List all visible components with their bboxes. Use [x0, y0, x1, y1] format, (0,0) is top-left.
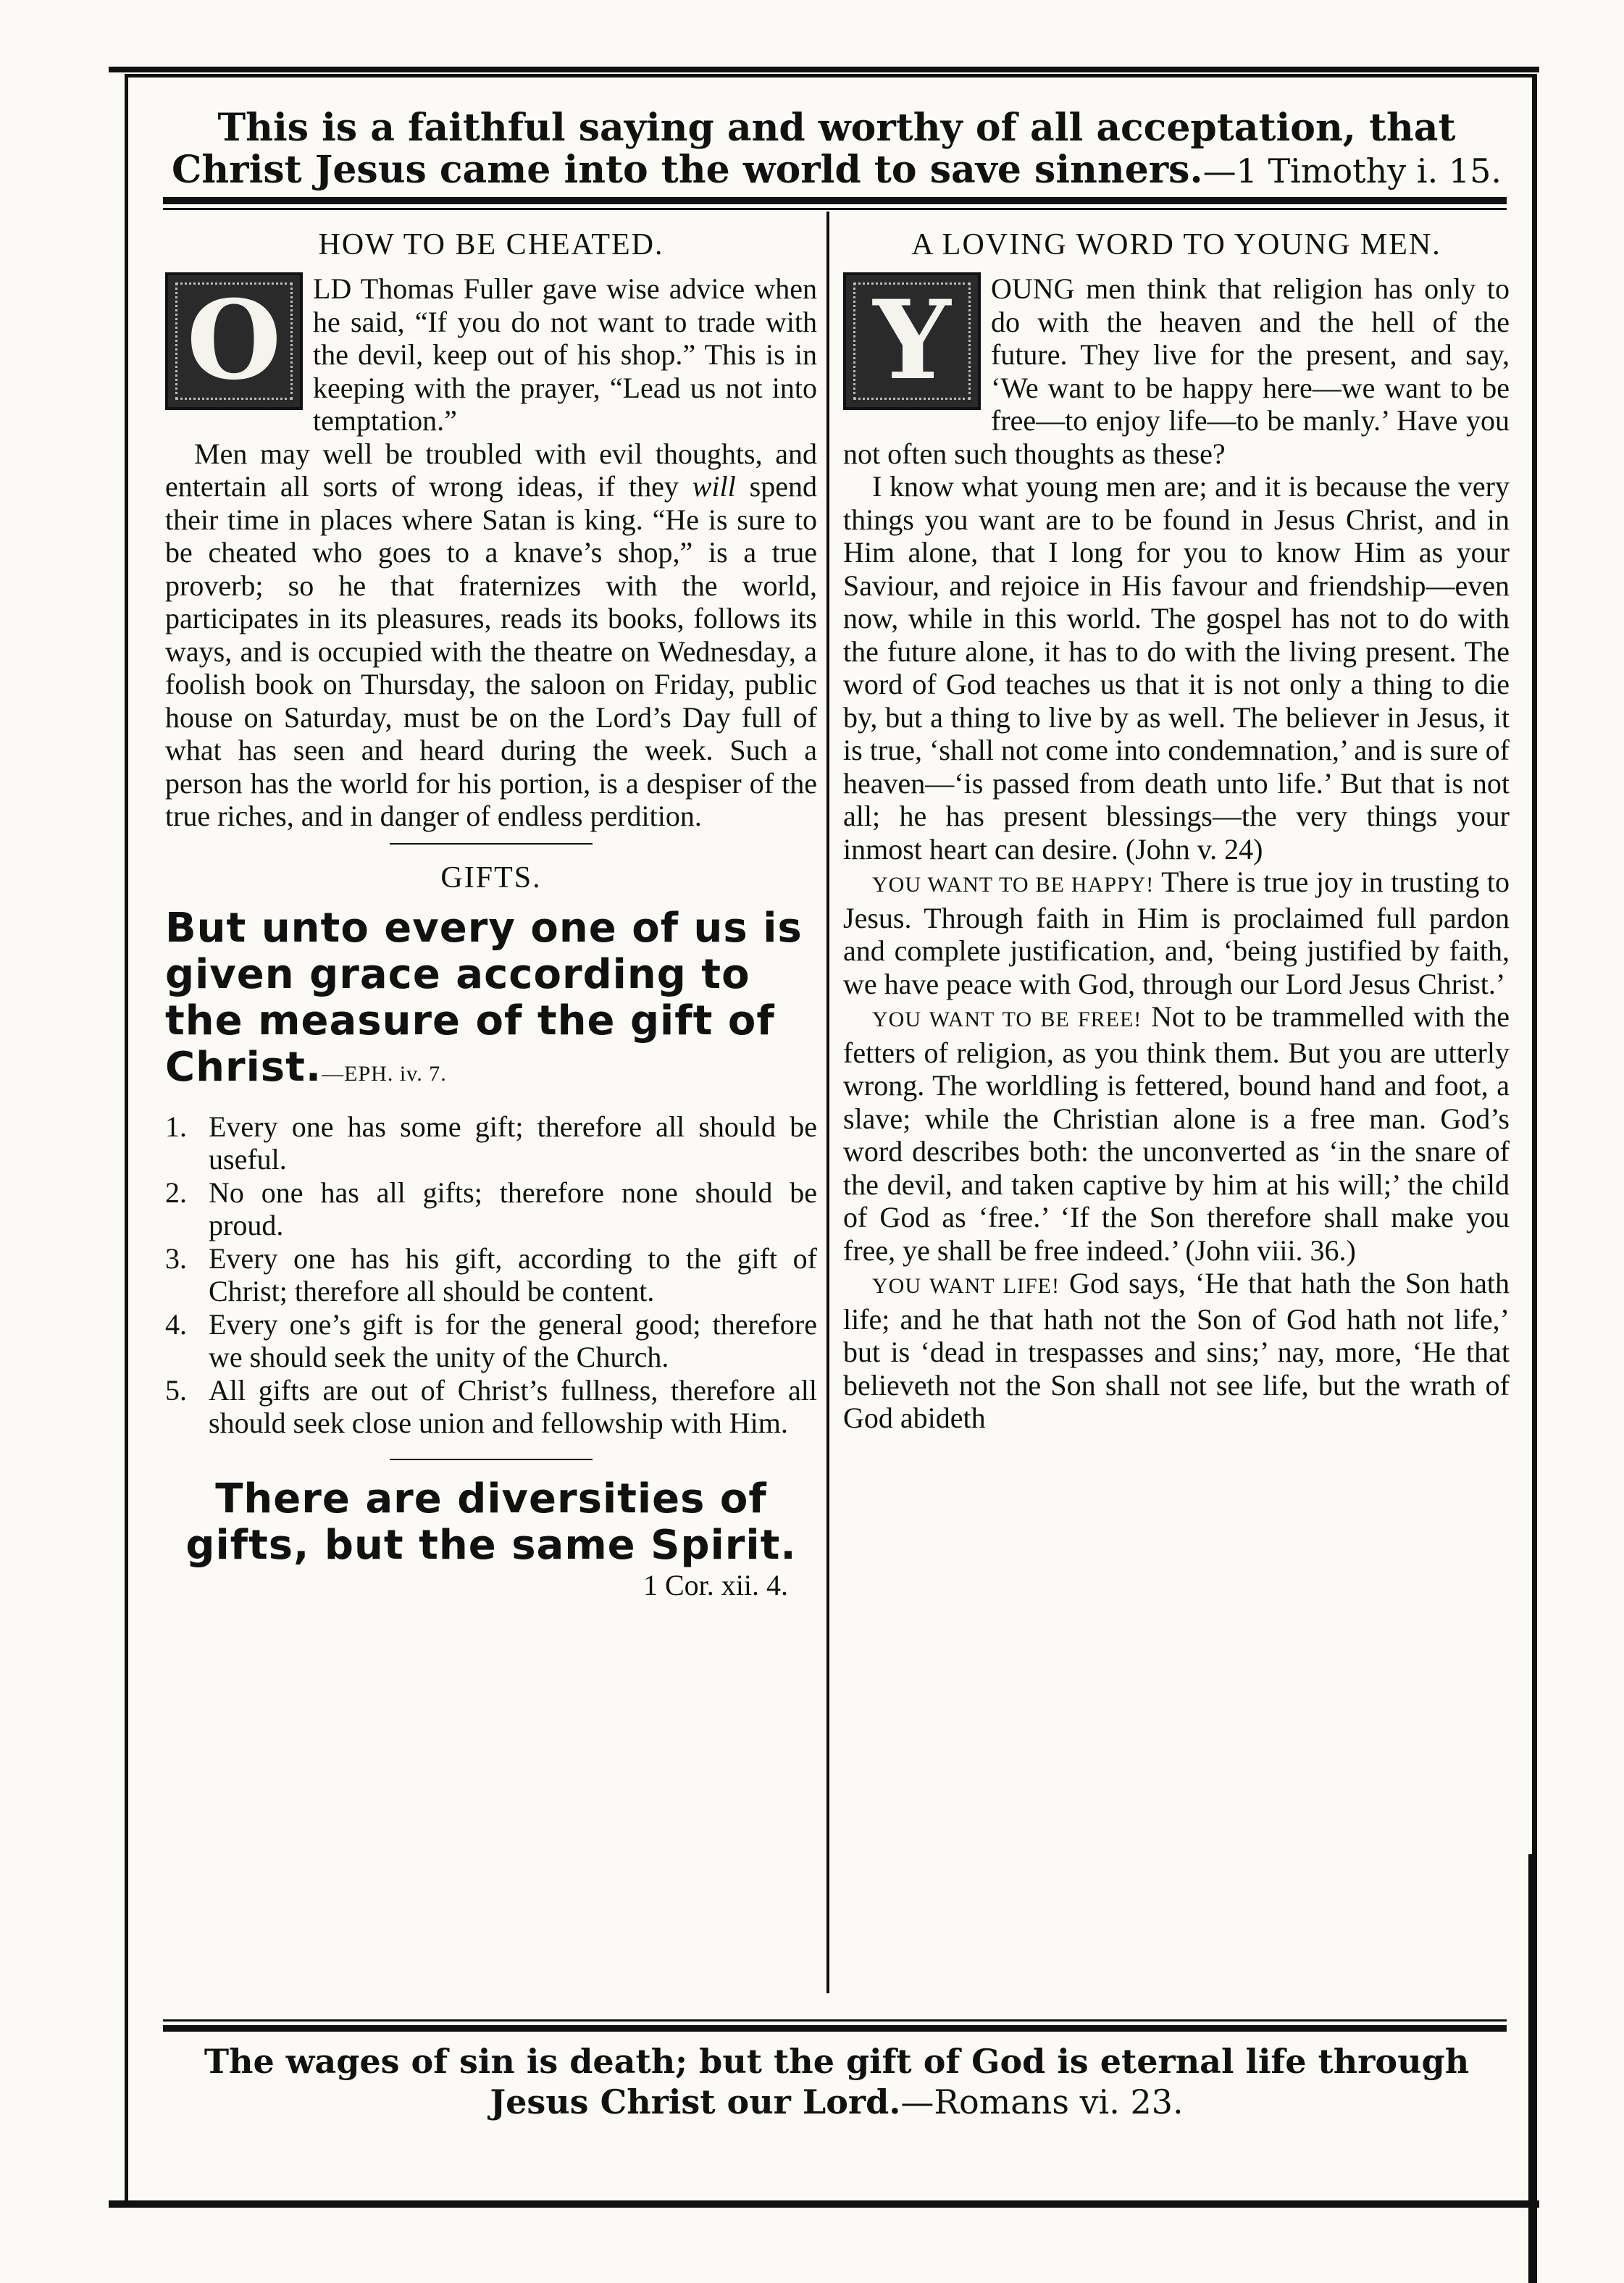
header-rule-thin: [163, 208, 1507, 210]
list-item-number: 4.: [165, 1307, 187, 1341]
list-item-text: No one has all gifts; therefore none should be proud.: [209, 1176, 817, 1241]
happy-heading: YOU WANT TO BE HAPPY!: [872, 873, 1155, 897]
gifts-verse-text: But unto every one of us is given grace according to the measure of the gift of Christ.: [165, 904, 803, 1091]
column-divider: [826, 211, 829, 1993]
header-ref: —1 Timothy i. 15.: [1202, 151, 1502, 190]
list-item-number: 3.: [165, 1241, 187, 1275]
footer-verse: [167, 2041, 1507, 2122]
young-men-paragraph-1: OUNG men think that religion has only to do with the heaven and the hell of the future. They live for the present, and say, ‘We want to be happy here—we want to be free—to enjoy life—to be manly.’ Have you not often such thoughts as these?: [843, 272, 1510, 470]
article-title-young-men: A LOVING WORD TO YOUNG MEN.: [911, 228, 1441, 261]
footer-text: The wages of sin is death; but the gift of God is eternal life through Jesus Christ our Lord.: [204, 2042, 1470, 2121]
article-title-gifts: GIFTS.: [440, 860, 542, 895]
cheated-p2-start: Men may well be troubled with evil thoughts, and entertain all sorts of wrong ideas, if they: [165, 437, 817, 503]
list-item: [165, 1110, 817, 1176]
header-rule: [163, 197, 1507, 204]
list-item: [165, 1374, 817, 1440]
list-item-text: Every one has his gift, according to the gift of Christ; therefore all should be content.: [209, 1241, 817, 1307]
dropcap-o-ornament: [165, 272, 303, 410]
happy-text: There is true joy in trusting to Jesus. Through faith in Him is proclaimed full pardon and complete justification, and, ‘being justified by faith, we have peace with God, through our Lord Jesus Christ.’: [843, 866, 1510, 1000]
list-item-text: All gifts are out of Christ’s fullness, therefore all should seek close union and fellowship with Him.: [209, 1373, 817, 1439]
cheated-paragraph-2: [165, 437, 817, 833]
list-item-number: 2.: [165, 1176, 187, 1209]
list-item-number: 5.: [165, 1373, 187, 1407]
footer-rule-thin: [163, 2019, 1507, 2022]
header-text: This is a faithful saying and worthy of all acceptation, that Christ Jesus came into the world to save sinners.: [171, 106, 1456, 192]
right-column: [843, 217, 1510, 1435]
header-verse: [167, 107, 1507, 192]
dropcap-letter: O: [186, 277, 282, 405]
separator: [390, 1459, 593, 1460]
bottom-border-bar: [109, 2200, 1539, 2208]
list-item: [165, 1242, 817, 1308]
gifts-verse: [165, 905, 817, 1097]
cheated-p2-emphasis: will: [692, 470, 736, 503]
dropcap-y-ornament: [843, 272, 981, 410]
life-heading: YOU WANT LIFE!: [872, 1274, 1060, 1298]
footer-rule: [163, 2025, 1507, 2032]
young-men-paragraph-5: [843, 1267, 1510, 1435]
gifts-list: [165, 1110, 817, 1440]
dropcap-letter: Y: [873, 277, 951, 405]
separator: [390, 843, 593, 845]
left-column: [165, 217, 817, 1601]
footer-ref: —Romans vi. 23.: [900, 2082, 1184, 2121]
list-item-number: 1.: [165, 1110, 187, 1143]
cheated-paragraph-1: LD Thomas Fuller gave wise advice when he said, “If you do not want to trade with the devil, keep out of his shop.” This is in keeping with the prayer, “Lead us not into temptation.”: [313, 272, 817, 437]
cheated-p2-end: spend their time in places where Satan is king. “He is sure to be cheated who goes to a knave’s shop,” is a true proverb; so he that fraternizes with the world, participates in its pleasures, reads its books, follows its ways, and is occupied with the theatre on Wednesday, a foolish book on Thursday, the saloon on Friday, public house on Saturday, must be on the Lord’s Day full of what has seen and heard during the week. Such a person has the world for his portion, is a despiser of the true riches, and in danger of endless perdition.: [165, 470, 817, 832]
life-text: God says, ‘He that hath the Son hath life; and he that hath not the Son of God hath not life,’ but is ‘dead in trespasses and sins;’ nay, more, ‘He that believeth not the Son shall not see life, but the wrath of God abideth: [843, 1267, 1510, 1434]
young-men-paragraph-3: [843, 866, 1510, 1000]
list-item-text: Every one has some gift; therefore all should be useful.: [209, 1110, 817, 1176]
list-item-text: Every one’s gift is for the general good; therefore we should seek the unity of the Church.: [209, 1307, 817, 1373]
right-edge-bar: [1528, 1854, 1537, 2283]
list-item: [165, 1176, 817, 1242]
free-text: Not to be trammelled with the fetters of religion, as you think them. But you are utterly wrong. The worldling is fettered, bound hand and foot, a slave; while the Christian alone is a free man. God’s word describes both: the unconverted as ‘in the snare of the devil, and taken captive by him at his will;’ the child of God as ‘free.’ ‘If the Son therefore shall make you free, ye shall be free indeed.’ (John viii. 36.): [843, 1000, 1510, 1267]
top-border-bar: [109, 67, 1539, 72]
young-men-paragraph-2: I know what young men are; and it is because the very things you want are to be found in Jesus Christ, and in Him alone, that I long for you to know Him as your Saviour, and rejoice in His favour and friendship—even now, while in this world. The gospel has not to do with the future alone, it has to do with the living present. The word of God teaches us that it is not only a thing to die by, but a thing to live by as well. The believer in Jesus, it is true, ‘shall not come into condemnation,’ and is sure of heaven—‘is passed from death unto life.’ But that is not all; he has present blessings—the very things your inmost heart can desire. (John v. 24): [843, 470, 1510, 866]
article-title-cheated: HOW TO BE CHEATED.: [318, 228, 664, 261]
young-men-paragraph-4: [843, 1000, 1510, 1267]
diversities-ref: 1 Cor. xii. 4.: [643, 1568, 788, 1601]
free-heading: YOU WANT TO BE FREE!: [872, 1008, 1142, 1031]
diversities-verse: There are diversities of gifts, but the same Spirit.: [185, 1475, 797, 1569]
gifts-verse-ref: —EPH. iv. 7.: [322, 1061, 447, 1086]
list-item: [165, 1308, 817, 1374]
